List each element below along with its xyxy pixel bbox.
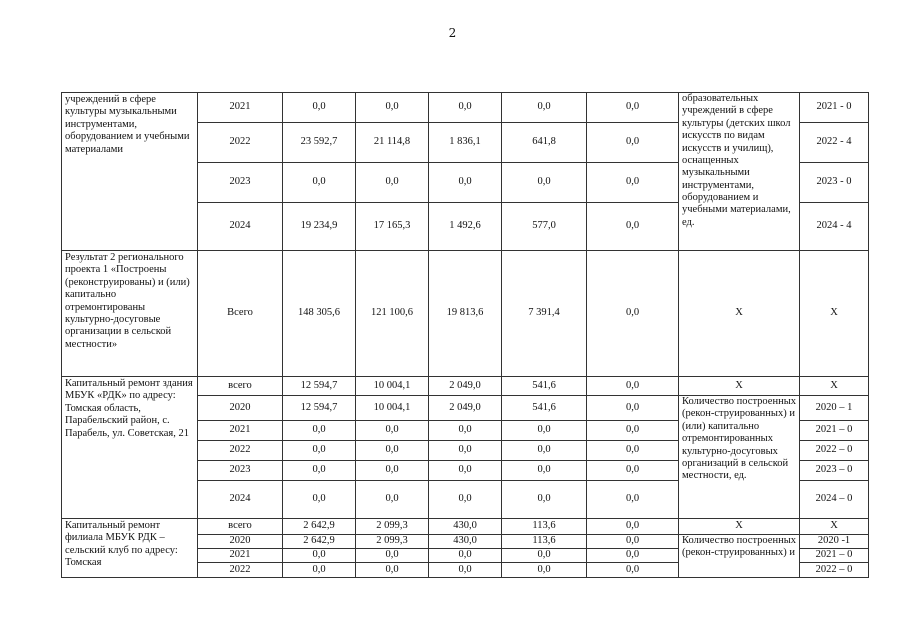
local-budget-cell: 7 391,4 — [502, 251, 587, 377]
regional-budget-cell: 2 049,0 — [429, 377, 502, 396]
local-budget-cell: 0,0 — [502, 563, 587, 578]
year-cell: 2022 — [198, 563, 283, 578]
year-cell: 2022 — [198, 441, 283, 461]
activity-description: Капитальный ремонт здания МБУК «РДК» по адресу: Томская область, Парабельский район, с. Парабель, ул. Советская, 21 — [65, 378, 193, 439]
regional-budget-cell: 1 836,1 — [429, 123, 502, 163]
other-sources-cell: 0,0 — [587, 203, 679, 251]
total-amount-cell: 0,0 — [283, 563, 356, 578]
table-row — [62, 251, 869, 377]
activity-description-cell — [62, 377, 198, 519]
total-amount-cell: 19 234,9 — [283, 203, 356, 251]
table-row — [62, 519, 869, 535]
target-value-cell: 2021 – 0 — [800, 421, 869, 441]
program-financing-table — [61, 92, 869, 578]
indicator-name: образовательных учреждений в сфере культуры (детских школ искусств по видам искусств и училищ), оснащенных музыкальными инструментами, оборудованием и учебными материалами, ед. — [682, 93, 791, 228]
local-budget-cell: 0,0 — [502, 549, 587, 563]
federal-budget-cell: 0,0 — [356, 549, 429, 563]
total-amount-cell: 2 642,9 — [283, 535, 356, 549]
federal-budget-cell: 21 114,8 — [356, 123, 429, 163]
federal-budget-cell: 17 165,3 — [356, 203, 429, 251]
total-amount-cell: 12 594,7 — [283, 377, 356, 396]
activity-description: Результат 2 регионального проекта 1 «Построены (реконструированы) и (или) капитально отремонтированы культурно-досуговые организации в сельской местности» — [65, 252, 190, 350]
year-cell: 2021 — [198, 549, 283, 563]
federal-budget-cell: 10 004,1 — [356, 377, 429, 396]
year-cell: 2020 — [198, 396, 283, 421]
indicator-name: Количество построенных (рекон-струированных) и (или) капитально отремонтированных культурно-досуговых организаций в сельской местности, ед. — [682, 396, 796, 482]
target-value-cell: 2022 - 4 — [800, 123, 869, 163]
indicator-cell: X — [679, 519, 800, 535]
year-cell: 2023 — [198, 461, 283, 481]
local-budget-cell: 113,6 — [502, 535, 587, 549]
total-amount-cell: 0,0 — [283, 93, 356, 123]
indicator-name-cell — [679, 396, 800, 519]
target-value-cell: 2020 – 1 — [800, 396, 869, 421]
target-value-cell: 2021 – 0 — [800, 549, 869, 563]
regional-budget-cell: 19 813,6 — [429, 251, 502, 377]
local-budget-cell: 0,0 — [502, 93, 587, 123]
target-value-cell: 2022 – 0 — [800, 563, 869, 578]
other-sources-cell: 0,0 — [587, 481, 679, 519]
target-value-cell: 2020 -1 — [800, 535, 869, 549]
total-amount-cell: 148 305,6 — [283, 251, 356, 377]
target-value-cell: 2021 - 0 — [800, 93, 869, 123]
page-number: 2 — [448, 26, 457, 40]
target-value-cell: X — [800, 519, 869, 535]
federal-budget-cell: 2 099,3 — [356, 535, 429, 549]
local-budget-cell: 541,6 — [502, 377, 587, 396]
target-value-cell: X — [800, 251, 869, 377]
regional-budget-cell: 2 049,0 — [429, 396, 502, 421]
total-amount-cell: 0,0 — [283, 461, 356, 481]
federal-budget-cell: 0,0 — [356, 421, 429, 441]
federal-budget-cell: 0,0 — [356, 481, 429, 519]
regional-budget-cell: 0,0 — [429, 461, 502, 481]
year-cell: 2021 — [198, 93, 283, 123]
activity-description-cell — [62, 519, 198, 578]
federal-budget-cell: 121 100,6 — [356, 251, 429, 377]
other-sources-cell: 0,0 — [587, 251, 679, 377]
federal-budget-cell: 0,0 — [356, 93, 429, 123]
total-amount-cell: 0,0 — [283, 549, 356, 563]
regional-budget-cell: 0,0 — [429, 441, 502, 461]
activity-description-cell — [62, 251, 198, 377]
other-sources-cell: 0,0 — [587, 163, 679, 203]
year-cell: 2024 — [198, 481, 283, 519]
target-value-cell: 2024 – 0 — [800, 481, 869, 519]
year-cell: 2021 — [198, 421, 283, 441]
other-sources-cell: 0,0 — [587, 441, 679, 461]
local-budget-cell: 0,0 — [502, 481, 587, 519]
indicator-cell: X — [679, 377, 800, 396]
other-sources-cell: 0,0 — [587, 396, 679, 421]
indicator-name: Количество построенных (рекон-струированных) и — [682, 535, 796, 559]
total-amount-cell: 12 594,7 — [283, 396, 356, 421]
federal-budget-cell: 0,0 — [356, 461, 429, 481]
federal-budget-cell: 10 004,1 — [356, 396, 429, 421]
year-cell: 2022 — [198, 123, 283, 163]
regional-budget-cell: 0,0 — [429, 421, 502, 441]
total-amount-cell: 2 642,9 — [283, 519, 356, 535]
target-value-cell: 2023 - 0 — [800, 163, 869, 203]
regional-budget-cell: 0,0 — [429, 163, 502, 203]
local-budget-cell: 0,0 — [502, 421, 587, 441]
total-amount-cell: 0,0 — [283, 421, 356, 441]
activity-description-cell — [62, 93, 198, 251]
other-sources-cell: 0,0 — [587, 549, 679, 563]
local-budget-cell: 541,6 — [502, 396, 587, 421]
other-sources-cell: 0,0 — [587, 535, 679, 549]
indicator-name-cell — [679, 93, 800, 251]
year-cell: 2020 — [198, 535, 283, 549]
federal-budget-cell: 0,0 — [356, 563, 429, 578]
other-sources-cell: 0,0 — [587, 519, 679, 535]
activity-description: Капитальный ремонт филиала МБУК РДК – сельский клуб по адресу: Томская — [65, 520, 178, 569]
indicator-name-cell — [679, 251, 800, 377]
local-budget-cell: 113,6 — [502, 519, 587, 535]
regional-budget-cell: 0,0 — [429, 481, 502, 519]
total-amount-cell: 23 592,7 — [283, 123, 356, 163]
local-budget-cell: 0,0 — [502, 461, 587, 481]
other-sources-cell: 0,0 — [587, 377, 679, 396]
local-budget-cell: 577,0 — [502, 203, 587, 251]
local-budget-cell: 0,0 — [502, 163, 587, 203]
activity-description: учреждений в сфере культуры музыкальными инструментами, оборудованием и учебными материалами — [65, 94, 190, 155]
target-value-cell: X — [800, 377, 869, 396]
table-row — [62, 93, 869, 123]
regional-budget-cell: 0,0 — [429, 93, 502, 123]
other-sources-cell: 0,0 — [587, 421, 679, 441]
table-row — [62, 377, 869, 396]
year-cell: 2024 — [198, 203, 283, 251]
year-cell: Всего — [198, 251, 283, 377]
federal-budget-cell: 0,0 — [356, 163, 429, 203]
other-sources-cell: 0,0 — [587, 93, 679, 123]
year-cell: всего — [198, 519, 283, 535]
total-amount-cell: 0,0 — [283, 481, 356, 519]
year-cell: 2023 — [198, 163, 283, 203]
regional-budget-cell: 430,0 — [429, 519, 502, 535]
year-cell: всего — [198, 377, 283, 396]
total-amount-cell: 0,0 — [283, 441, 356, 461]
indicator-name: X — [735, 307, 743, 319]
target-value-cell: 2024 - 4 — [800, 203, 869, 251]
regional-budget-cell: 0,0 — [429, 549, 502, 563]
other-sources-cell: 0,0 — [587, 563, 679, 578]
target-value-cell: 2022 – 0 — [800, 441, 869, 461]
federal-budget-cell: 2 099,3 — [356, 519, 429, 535]
local-budget-cell: 641,8 — [502, 123, 587, 163]
local-budget-cell: 0,0 — [502, 441, 587, 461]
regional-budget-cell: 0,0 — [429, 563, 502, 578]
other-sources-cell: 0,0 — [587, 123, 679, 163]
total-amount-cell: 0,0 — [283, 163, 356, 203]
other-sources-cell: 0,0 — [587, 461, 679, 481]
federal-budget-cell: 0,0 — [356, 441, 429, 461]
regional-budget-cell: 1 492,6 — [429, 203, 502, 251]
target-value-cell: 2023 – 0 — [800, 461, 869, 481]
regional-budget-cell: 430,0 — [429, 535, 502, 549]
indicator-name-cell — [679, 535, 800, 578]
